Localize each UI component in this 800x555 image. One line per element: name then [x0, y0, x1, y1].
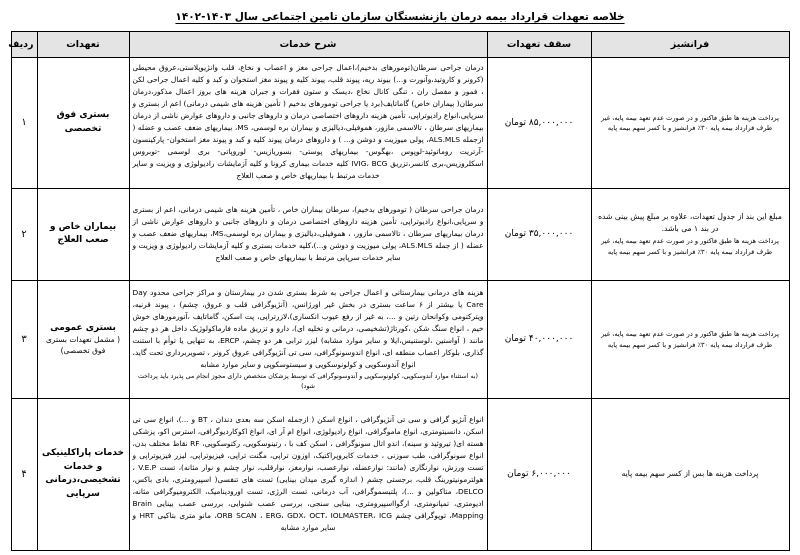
table-header-row: [11, 31, 789, 57]
service-description-text: درمان جراحی سرطان(تومورهای بدخیم)،اعمال جراحی مغز و اعصاب و نخاع، قلب وانژیوپلاستی،عروق محیطی (کرونر و کاروتید،وآنورت و...) بیوند ریه، پیوند قلب، پیوند کلیه و پیوند مغز استخوان و کبد و کلیه اعمال جراحی لکن ، فمور و مفصل ران ، تنگی کانال نخاع ،دیسک و ستون فقرات و جبران هزینه های بروز اعمال مذکور،درمان سرطان( بیماران خاص) گاماتایف(برد یا جراحی تومورهای بدخیم ( تأمین هزینه های شیمی درمانی) اعم از بستری و سرپایی،انواع رادیوتراپی، تأمین هزینه داروهای اختصاصی درمان و داروهای جانبی و داروهای عوارض ناشی از درمان بیماریهای سرطان ، تالاسمی مازور، هموفیلی،دیالیزی و بیماران بره لوسمی، MS، بیماریهای ضعف عصب و عضله ( ازجمله ALS.MLS، پولی میوزیت و دوشن و... ) و داروهای درمان پیوند کلیه و کبد و پیوند مغز استخوان- پارکینسون -آرتریت روماتوئید-لوپوس ،بهگوس- بیماریهای پوستی- بسوریازیس- لوروپاتی- بری لوسمی -توبروس اسکلروزیس،بری کانسر،تزریق IVIG، BCG کلیه خدمات بیماری کرونا و کلیه آزمایشات رادیولوژی و ویزیت و سایر خدمات مرتبط با بیماریهای خاص و صعب العلاج: [132, 63, 484, 181]
column-header-franchise: فرانشیز: [591, 31, 789, 57]
service-description-note: (به استثناء موارد آندوسکوپی، کولونوسکوپی و آندوسونوگرافی که توسط پزشکان متخصص دارای مجوز انجام می پذیرد باید پرداخت شود): [137, 373, 479, 390]
cell-coverage-limit: ۸۵,۰۰۰,۰۰۰ تومان: [487, 57, 591, 188]
cell-franchise: [591, 398, 789, 550]
obligation-label: بیماران خاص و صعب العلاج: [49, 221, 117, 246]
cell-coverage-limit: ۶,۰۰۰,۰۰۰ تومان: [487, 398, 591, 550]
column-header-radif: ردیف: [11, 31, 37, 57]
table-body: [11, 57, 789, 550]
cell-row-number: ۴: [11, 398, 37, 550]
cell-row-number: ۱: [11, 57, 37, 188]
column-header-taahodat: تعهدات: [37, 31, 129, 57]
page-title: خلاصه تعهدات قرارداد بیمه درمان بازنشستگان سازمان تامین اجتماعی سال ۱۴۰۳-۱۴۰۲: [175, 11, 625, 23]
cell-coverage-limit: ۴۰,۰۰۰,۰۰۰ تومان: [487, 280, 591, 398]
column-header-sharh-khadamat: شرح خدمات: [129, 31, 487, 57]
table-row: [11, 57, 789, 188]
table-row: [11, 280, 789, 398]
contract-summary-table: [8, 31, 790, 551]
cell-obligation: [37, 57, 129, 188]
franchise-lead-text: پرداخت هزینه ها بس از کسر سهم بیمه پایه: [621, 468, 759, 478]
service-description-text: هزینه های درمانی بیمارستانی و اعمال جراحی به شرط بستری شدن در بیمارستان و مراکز جراحی محدود Day Care یا بیشتر از ۶ ساعت بستری در بخش غیر اورژانس، (آنژیوگرافی قلب و عروق، چشم) ، پیوند قرنیه، ویترکتومی وکوانحان رتین و ...، به غیر از رفع عیوب انکساری)،لازرتراپی، پت اسکن، گاماتایف ،آنورمورهای خوش خیم ، انواع سنگ شکن ،کورتاژ(تشخیصی، درمانی و تخلیه ای)، دارو و تزریق ماده فارماکولوژیک داخل هر دو چشم مانند ( آواستین ،لوستنیس،ایلا و سایر موارد مشابه) لیزر ترابی هر دو چشم، ERCP، به تنهایی یا توأم با استنت گذاری، بلوکار اعصاب منطقه ای، انواع اندوسونوگرافی، سی تی آنژیوگرافی عروق کرونر ، تصویربرداری تحت گاید، انواع آندوسکوپی و کولونوسکوپی و سیستوسکوپی و سایر موارد مشابه: [132, 288, 484, 370]
table-row: [11, 398, 789, 550]
cell-service-description: [129, 280, 487, 398]
obligation-label: بستری فوق تخصصی: [56, 110, 110, 134]
obligation-sublabel: ( مشمل تعهدات بستری فوق تخصصی): [45, 335, 121, 355]
obligation-label: بستری عمومی: [50, 322, 116, 333]
cell-obligation: [37, 398, 129, 550]
cell-row-number: ۲: [11, 188, 37, 280]
cell-service-description: [129, 57, 487, 188]
service-description-note: [133, 182, 484, 183]
franchise-detail-text: پرداخت هزینه ها طبق فاکتور و در صورت عدم تعهد بیمه پایه، غیر طرف قرارداد بیمه پایه ۳۰٪ فرانشیز و با کسر سهم بیمه پایه: [601, 330, 779, 349]
cell-obligation: [37, 280, 129, 398]
cell-franchise: [591, 188, 789, 280]
cell-service-description: [129, 398, 487, 550]
service-description-text: درمان جراحی سرطان ( تومورهای بدخیم)، سرطان بیماران خاص ، تأمین هزینه های شیمی درمانی، اعم از بستری و سرپایی،انواع رادیوتراپی، تأمین هزینه داروهای اختصاصی درمان و داروهای جانبی و داروهای عوارض ناشی از درمان بیماریهای سرطان ، تالاسمی مازور، ، هموفیلی،دیالیزی و بیماران بره لوسمی،MS، بیماریهای ضعف عصب و عضله ( از جمله ALS.MLS، پولی میوزیت و دوشن و...)،کلیه خدمات بستری و کلیه آزمایشات رادیولوژی و ویزیت و سایر خدمات سرپایی مرتبط با بیماریهای خاص و صعب العلاج: [132, 204, 484, 262]
table-header: [8, 31, 789, 57]
cell-row-number: ۳: [11, 280, 37, 398]
cell-franchise: [591, 57, 789, 188]
service-description-note: [133, 534, 484, 535]
obligation-label: خدمات پاراکلینیکی و خدمات تشخیصی،درمانی سرپایی: [41, 448, 125, 499]
cell-coverage-limit: ۳۵,۰۰۰,۰۰۰ تومان: [487, 188, 591, 280]
franchise-detail-text: پرداخت هزینه ها طبق فاکتور و در صورت عدم تعهد بیمه پایه، غیر طرف قرارداد بیمه پایه ۳۰٪ فرانشیز و با کسر سهم بیمه پایه: [601, 113, 779, 133]
cell-service-description: [129, 188, 487, 280]
cell-obligation: [37, 188, 129, 280]
service-description-note: [133, 264, 484, 265]
column-header-saghf-taahodat: سقف تعهدات: [487, 31, 591, 57]
cell-franchise: [591, 280, 789, 398]
table-row: [11, 188, 789, 280]
franchise-lead-text: مبلغ این بند از جدول تعهدات، علاوه بر مبلغ پیش بینی شده در بند ۱ می باشد.: [598, 211, 782, 234]
service-description-text: انواع آنژیو گرافی و سی تی آنژیوگرافی ، انواع اسکن ( ازجمله اسکن سه بعدی دندان ، BT و ...)، انواع سی تی اسکن، دانسیتومتری، انواع ماموگرافی، انواع رادیولوژی، انواع ام آر ای، انواع اکوکاردیوگرافی، استرس اکو، پزشکی هسته ای( تیروئید و سینه)، اندو اتال سونوگرافی ، اسکن کف با ، رتینوسکوپی، رکتوسکوپی، RF نقاط مختلف بدن، انواع سونوگرافی، طب سوزنی ، خدمات کایروپراکتیک، اوزون تراپی، مگنت تراپی، فیزیوتراپی، لیزر فیزیوتراپی و تست ورزش، نوارنگاری (مانند: نوارعضله، نوارعصب، نوارمغز، نوارقلب، نوار چشم و نوار مثانه)، تست V.E.P ، هولترمونیتورینگ قلب، برجستی چشم ( اندازه گیری میدان بینایی) تست های تنفسی( اسپیرومتری، بادی باکس، DELCO، متاکولین و ...)، پلتیسموگرافی، آب درمانی، تست الرژی، تست اورودینامیک، الکترومیوگرافی مثانه، ادیومتری، تمپانومتری، ارگوااسپیرومتری، بینایی سنجی، بررسی عصب شنوایی، بررسی عصب بینایی Brain Mapping، توپوگرافی چشم ORB SCAN ، ERG، GDX، OCT، IOLMASTER، ICG، مانو متری بتاکیی HRT و سایر موارد مشابه: [132, 414, 484, 532]
franchise-detail-text: پرداخت هزینه ها طبق فاکتور و در صورت عدم تعهد بیمه پایه، غیر طرف قرارداد بیمه پایه ۳۰٪ فرانشیز و با کسر سهم بیمه پایه: [601, 237, 779, 256]
